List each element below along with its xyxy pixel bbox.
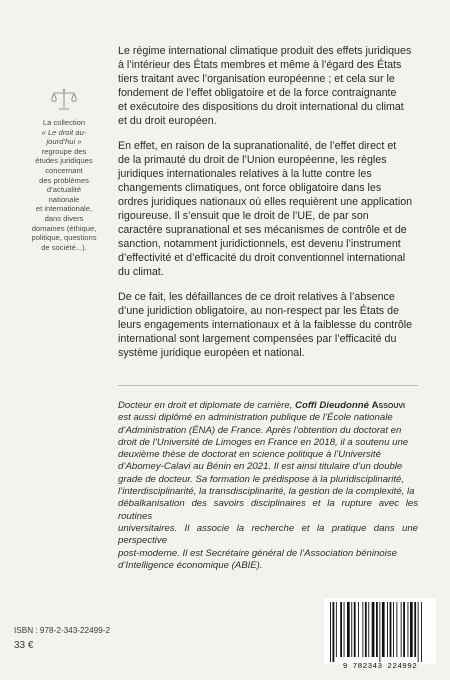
collection-line: d’actualité: [46, 185, 82, 195]
bio-line: deuxième thèse de doctorat en science politique à l’Université: [118, 449, 381, 461]
scales-of-justice-icon: [51, 88, 77, 112]
text-line: tiers traitant avec l’organisation européenne ; et cela sur le: [118, 73, 395, 85]
divider: [118, 385, 418, 386]
text-line: d’effectivité et d’efficacité du droit conventionnel international: [118, 252, 406, 264]
barcode-bar: [358, 602, 359, 657]
barcode-bar: [362, 602, 363, 657]
collection-line: politique, questions: [31, 233, 97, 243]
text-line: caractère supranational et ses mécanismes de contrôle et de: [118, 224, 407, 236]
collection-line: regroupe des: [41, 146, 87, 156]
summary: [118, 44, 418, 371]
barcode-bar: [336, 602, 337, 657]
summary-paragraph: [118, 44, 418, 128]
collection-line: nationale: [48, 194, 80, 204]
bio-prefix: Docteur en droit et diplomate de carrière,: [118, 400, 296, 411]
collection-line: jourd’hui »: [46, 137, 82, 147]
collection-line: des problèmes: [39, 175, 89, 185]
barcode-bar: [333, 602, 335, 662]
text-line: Le régime international climatique produit des effets juridiques: [118, 45, 412, 57]
bio-line: universitaires. Il associe la recherche et la pratique dans une perspective: [118, 522, 418, 547]
text-line: international sont largement compensées par l’efficacité du: [118, 333, 397, 345]
collection-line: domaines (éthique,: [31, 223, 97, 233]
barcode-bar: [408, 602, 409, 657]
bio-line: droit de l’Université de Limoges en France en 2018, il a soutenu une: [118, 436, 409, 448]
bio-line: est aussi diplômé en administration publique de l’École nationale: [118, 412, 393, 424]
barcode-bar: [376, 602, 378, 657]
bio-line: d’Abomey-Calavi au Bénin en 2021. Il est ainsi titulaire d’un double: [118, 461, 403, 473]
barcode-bar: [401, 602, 402, 657]
collection-line: et internationale,: [35, 204, 93, 214]
bio-line: débalkanisation des savoirs disciplinaires et la rupture avec les routines: [118, 498, 418, 522]
author-first-name: Coffi Dieudonné: [295, 400, 372, 411]
text-line: système juridique européen et national.: [118, 347, 305, 359]
bio-line: grade de docteur. Sa formation le prédispose à la pluridisciplinarité,: [118, 473, 405, 485]
summary-paragraph: [118, 139, 418, 279]
text-line: rigoureuse. Il s’ensuit que le droit de l’UE, de par son: [118, 210, 369, 222]
barcode-bar: [393, 602, 394, 657]
collection-line: La collection: [42, 118, 86, 127]
barcode-bar: [347, 602, 350, 657]
text-line: En effet, en raison de la supranationalité, de l’effet direct et: [118, 140, 397, 152]
barcode-number: 9 782343 224992: [342, 663, 418, 671]
price: 33 €: [14, 640, 34, 651]
collection-line: études juridiques: [35, 156, 93, 166]
barcode-bar: [365, 602, 367, 657]
bio-first-line: [118, 400, 418, 412]
barcode-bar: [396, 602, 397, 657]
bio-line: d’Intelligence économique (ABIE).: [118, 559, 263, 571]
collection-sidebar: [12, 88, 116, 252]
barcode-bar: [414, 602, 416, 657]
text-line: fondement de l’effet obligatoire et de la force contraignante: [118, 87, 397, 99]
text-line: à l’intérieur des États membres et même à l’égard des États: [118, 59, 402, 71]
barcode-bar: [372, 602, 375, 657]
summary-paragraph: [118, 290, 418, 360]
text-line: du climat.: [118, 266, 164, 278]
barcode-bar: [379, 602, 380, 662]
author-bio: [118, 400, 418, 572]
text-line: sanction, notamment juridictionnels, est devenu l’instrument: [118, 238, 401, 250]
collection-line: de société...).: [41, 242, 87, 252]
barcode-bar: [410, 602, 413, 657]
collection-line: concernant: [45, 165, 83, 175]
barcode-bar: [351, 602, 352, 657]
barcode-bar: [354, 602, 356, 657]
barcode-image: [324, 598, 436, 664]
collection-line: dans divers: [44, 213, 84, 223]
barcode-bar: [330, 602, 331, 662]
text-line: et du droit européen.: [118, 115, 217, 127]
text-line: de la primauté du droit de l’Union européenne, les règles: [118, 154, 387, 166]
isbn: ISBN : 978-2-343-22499-2: [14, 626, 111, 635]
barcode-bar: [382, 602, 385, 657]
collection-line: « Le droit au-: [41, 127, 87, 137]
barcode-bar: [421, 602, 422, 662]
text-line: et exécutoire des dispositions du droit international du climat: [118, 101, 404, 113]
text-line: juridiques internationales relatives à la lutte contre les: [118, 168, 372, 180]
text-line: changements climatiques, ont force obligatoire dans les: [118, 182, 382, 194]
text-line: ordres juridiques nationaux où elles requièrent une application: [118, 196, 413, 208]
barcode-bar: [403, 602, 405, 657]
barcode-bar: [368, 602, 369, 657]
bio-line: post-moderne. Il est Secrétaire général de l’Association béninoise: [118, 547, 397, 559]
text-line: De ce fait, les défaillances de ce droit relatives à l’absence: [118, 291, 395, 303]
author-last-name: Assouvi: [371, 400, 406, 411]
barcode-bar: [340, 602, 342, 657]
barcode-bar: [418, 602, 419, 662]
barcode-bar: [344, 602, 345, 657]
text-line: d’une juridiction obligatoire, au non-respect par les États de: [118, 305, 400, 317]
bio-line: l’interdisciplinarité, la transdisciplinarité, la gestion de la complexité, la: [118, 486, 415, 498]
text-line: leurs engagements internationaux et à la faiblesse du contrôle: [118, 319, 413, 331]
collection-description: [12, 118, 116, 252]
bio-line: d’Administration (ÉNA) de France. Après l’obtention du doctorat en: [118, 424, 402, 436]
bio-body: [118, 412, 418, 572]
barcode-bar: [387, 602, 388, 657]
barcode-bar: [390, 602, 392, 657]
